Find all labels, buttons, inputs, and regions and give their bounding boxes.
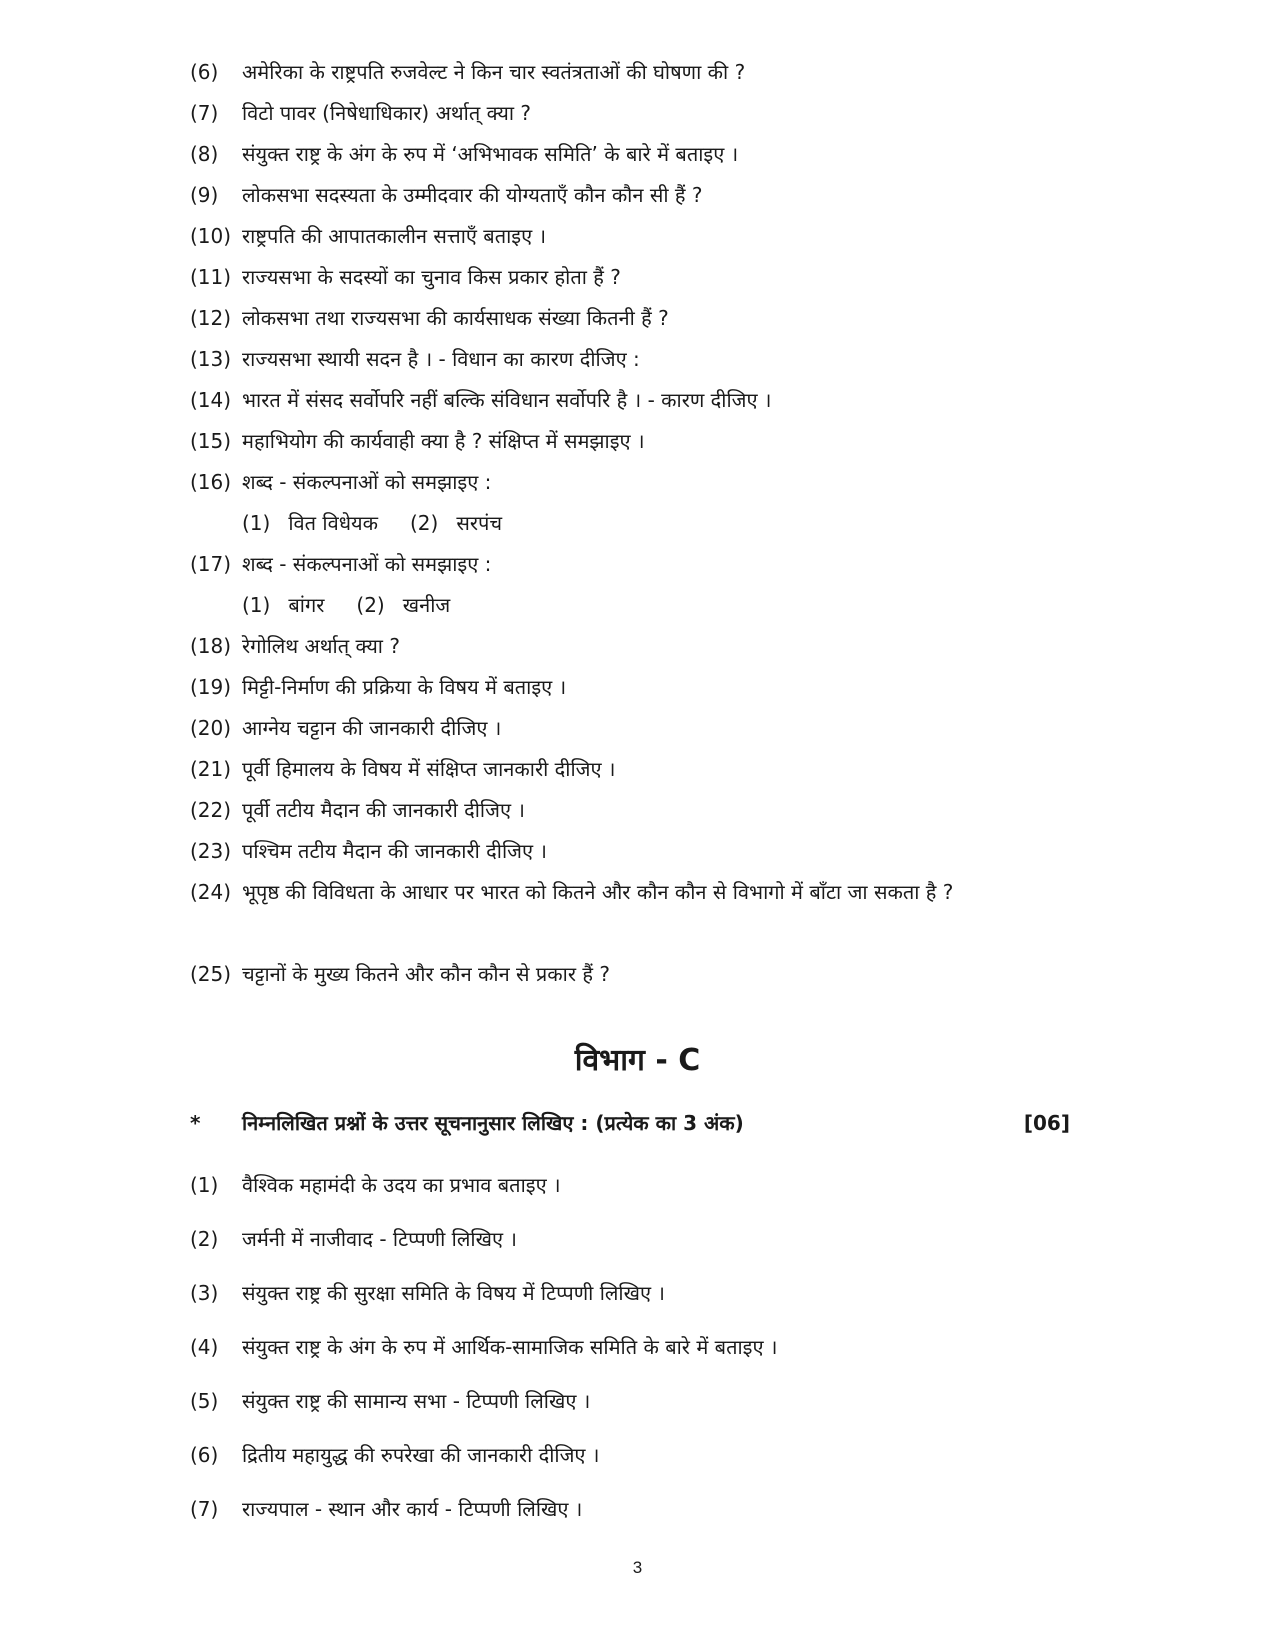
- list-item: [190, 216, 1070, 257]
- list-item: [190, 1320, 1070, 1374]
- question-number: (7): [190, 1497, 219, 1521]
- list-item: [190, 52, 1070, 93]
- question-text: लोकसभा तथा राज्यसभा की कार्यसाधक संख्या कितनी हैं ?: [242, 306, 669, 330]
- question-number: (13): [190, 347, 232, 371]
- question-text: राज्यसभा के सदस्यों का चुनाव किस प्रकार होता हैं ?: [242, 265, 621, 289]
- question-number: (21): [190, 757, 232, 781]
- list-item: [190, 954, 1070, 995]
- question-list-c: [190, 1158, 1070, 1536]
- question-text: मिट्टी-निर्माण की प्रक्रिया के विषय में बताइए ।: [242, 675, 567, 699]
- question-text: द्रितीय महायुद्ध की रुपरेखा की जानकारी दीजिए ।: [242, 1443, 600, 1467]
- question-text: रेगोलिथ अर्थात् क्या ?: [242, 634, 400, 658]
- question-number: (16): [190, 470, 232, 494]
- sub-item-number: (1): [242, 593, 271, 617]
- list-item: [190, 93, 1070, 134]
- sub-item-number: (2): [356, 593, 385, 617]
- list-item: [190, 175, 1070, 216]
- list-item: [190, 831, 1070, 872]
- sub-item-text: सरपंच: [456, 511, 503, 535]
- question-number: (1): [190, 1173, 219, 1197]
- list-item: [190, 134, 1070, 175]
- question-number: (4): [190, 1335, 219, 1359]
- list-item: [190, 790, 1070, 831]
- question-text: आग्नेय चट्टान की जानकारी दीजिए ।: [242, 716, 502, 740]
- question-text: राज्यपाल - स्थान और कार्य - टिप्पणी लिखिए ।: [242, 1497, 583, 1521]
- question-text: संयुक्त राष्ट्र की सुरक्षा समिति के विषय में टिप्पणी लिखिए ।: [242, 1281, 665, 1305]
- list-item: [190, 1482, 1070, 1536]
- sub-item-row: [190, 585, 1070, 626]
- page-number: 3: [632, 1558, 643, 1577]
- question-text: भारत में संसद सर्वोपरि नहीं बल्कि संविधान सर्वोपरि है । - कारण दीजिए ।: [242, 388, 772, 412]
- list-item: [190, 257, 1070, 298]
- question-number: (3): [190, 1281, 219, 1305]
- question-number: (9): [190, 183, 219, 207]
- question-number: (5): [190, 1389, 219, 1413]
- question-number: (11): [190, 265, 232, 289]
- question-number: (24): [190, 880, 232, 904]
- question-text: शब्द - संकल्पनाओं को समझाइए :: [242, 552, 492, 576]
- list-item: [190, 1428, 1070, 1482]
- question-text: पश्चिम तटीय मैदान की जानकारी दीजिए ।: [242, 839, 547, 863]
- question-number: (12): [190, 306, 232, 330]
- list-item: [190, 708, 1070, 749]
- list-item: [190, 421, 1070, 462]
- list-item: [190, 1158, 1070, 1212]
- question-text: शब्द - संकल्पनाओं को समझाइए :: [242, 470, 492, 494]
- question-number: (7): [190, 101, 219, 125]
- sub-item-number: (1): [242, 511, 271, 535]
- question-number: (18): [190, 634, 232, 658]
- list-item: [190, 749, 1070, 790]
- question-text: राष्ट्रपति की आपातकालीन सत्ताएँ बताइए ।: [242, 224, 547, 248]
- question-number: (6): [190, 60, 219, 84]
- question-number: (6): [190, 1443, 219, 1467]
- question-list-b: [190, 52, 1070, 995]
- section-title: विभाग - C: [574, 1043, 701, 1078]
- question-number: (17): [190, 552, 232, 576]
- question-text: पूर्वी तटीय मैदान की जानकारी दीजिए ।: [242, 798, 525, 822]
- question-number: (14): [190, 388, 232, 412]
- question-text: जर्मनी में नाजीवाद - टिप्पणी लिखिए ।: [242, 1227, 517, 1251]
- question-text: वैश्विक महामंदी के उदय का प्रभाव बताइए ।: [242, 1173, 561, 1197]
- list-item: [190, 380, 1070, 421]
- question-number: (8): [190, 142, 219, 166]
- question-text: संयुक्त राष्ट्र की सामान्य सभा - टिप्पणी लिखिए ।: [242, 1389, 591, 1413]
- bullet-icon: *: [190, 1111, 201, 1135]
- list-item: [190, 667, 1070, 708]
- question-text: महाभियोग की कार्यवाही क्या है ? संक्षिप्त में समझाइए ।: [242, 429, 645, 453]
- list-item: [190, 872, 1070, 954]
- question-text: राज्यसभा स्थायी सदन है । - विधान का कारण दीजिए :: [242, 347, 640, 371]
- question-number: (15): [190, 429, 232, 453]
- question-text: संयुक्त राष्ट्र के अंग के रुप में आर्थिक-सामाजिक समिति के बारे में बताइए ।: [242, 1335, 778, 1359]
- sub-item-text: वित विधेयक: [288, 511, 378, 535]
- question-text: लोकसभा सदस्यता के उम्मीदवार की योग्यताएँ कौन कौन सी हैं ?: [242, 183, 703, 207]
- question-number: (22): [190, 798, 232, 822]
- section-instruction: [190, 1108, 1070, 1138]
- sub-item-row: [190, 503, 1070, 544]
- question-text: अमेरिका के राष्ट्रपति रुजवेल्ट ने किन चार स्वतंत्रताओं की घोषणा की ?: [242, 60, 746, 84]
- list-item: [190, 1266, 1070, 1320]
- sub-item-text: खनीज: [402, 593, 451, 617]
- list-item: [190, 1374, 1070, 1428]
- question-text: चट्टानों के मुख्य कितने और कौन कौन से प्रकार हैं ?: [242, 962, 610, 986]
- list-item: [190, 626, 1070, 667]
- question-text: संयुक्त राष्ट्र के अंग के रुप में ‘अभिभावक समिति’ के बारे में बताइए ।: [242, 142, 739, 166]
- list-item: [190, 339, 1070, 380]
- question-text: विटो पावर (निषेधाधिकार) अर्थात् क्या ?: [242, 101, 532, 125]
- question-text: भूपृष्ठ की विविधता के आधार पर भारत को कितने और कौन कौन से विभागो में बाँटा जा सकता है ?: [242, 880, 954, 904]
- sub-item-number: (2): [409, 511, 439, 535]
- instruction-text: निम्नलिखित प्रश्नों के उत्तर सूचनानुसार लिखिए : (प्रत्येक का 3 अंक): [242, 1111, 744, 1135]
- question-number: (25): [190, 962, 232, 986]
- list-item: [190, 544, 1070, 585]
- question-number: (10): [190, 224, 232, 248]
- list-item: [190, 462, 1070, 503]
- question-number: (23): [190, 839, 232, 863]
- list-item: [190, 1212, 1070, 1266]
- question-number: (20): [190, 716, 232, 740]
- sub-item-text: बांगर: [288, 593, 325, 617]
- question-number: (2): [190, 1227, 219, 1251]
- list-item: [190, 298, 1070, 339]
- marks-badge: [06]: [1023, 1111, 1070, 1135]
- question-text: पूर्वी हिमालय के विषय में संक्षिप्त जानकारी दीजिए ।: [242, 757, 616, 781]
- question-number: (19): [190, 675, 232, 699]
